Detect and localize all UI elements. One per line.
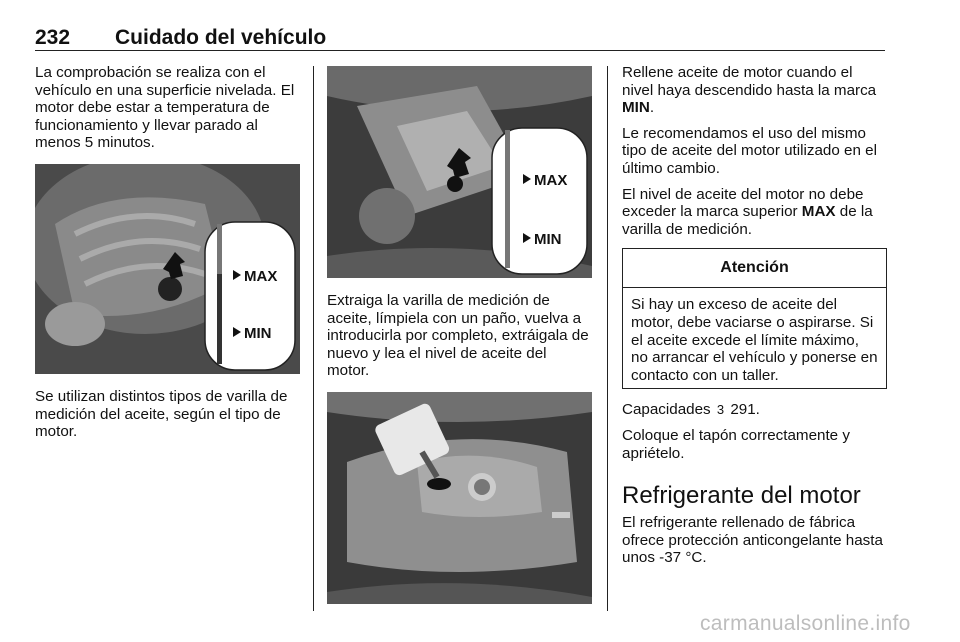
engine-dipstick-image bbox=[327, 66, 592, 278]
column-1 bbox=[35, 64, 300, 449]
min-label: MIN bbox=[534, 231, 562, 248]
column-2 bbox=[327, 64, 592, 604]
min-label: MIN bbox=[244, 324, 272, 342]
paragraph: Extraiga la varilla de medición de aceite, límpiela con un paño, vuelva a introducirla por completo, extráigala de nuevo y lea el nivel de aceite del motor. bbox=[327, 292, 589, 380]
warning-title: Atención bbox=[623, 249, 886, 288]
paragraph: La comprobación se realiza con el vehículo en una superficie nivelada. El motor debe estar a temperatura de funcionamiento y llevar parado al menos 5 minutos. bbox=[35, 64, 295, 152]
page-header bbox=[35, 20, 885, 51]
page-reference-icon: 3 bbox=[716, 402, 725, 418]
column-divider bbox=[313, 66, 314, 611]
page-number: 232 bbox=[35, 26, 71, 49]
max-label: MAX bbox=[534, 172, 568, 189]
paragraph: Coloque el tapón correctamente y apriételo. bbox=[622, 426, 850, 462]
paragraph: El refrigerante rellenado de fábrica ofrece protección anticongelante hasta unos -37 °C. bbox=[622, 514, 883, 567]
section-title: Cuidado del vehículo bbox=[115, 26, 327, 49]
engine-oil-fill-image bbox=[327, 392, 592, 604]
column-3 bbox=[622, 64, 887, 575]
paragraph: El nivel de aceite del motor no debe exceder la marca superior MAX de la varilla de medición. bbox=[622, 185, 873, 238]
capacities-reference[interactable]: Capacidades 3 291. bbox=[622, 401, 760, 419]
paragraph: Le recomendamos el uso del mismo tipo de aceite del motor utilizado en el último cambio. bbox=[622, 124, 877, 177]
paragraph: Se utilizan distintos tipos de varilla de medición del aceite, según el tipo de motor. bbox=[35, 387, 288, 441]
warning-box bbox=[622, 248, 887, 389]
column-divider bbox=[607, 66, 608, 611]
paragraph: Rellene aceite de motor cuando el nivel haya descendido hasta la marca MIN. bbox=[622, 64, 877, 117]
engine-dipstick-image bbox=[35, 164, 300, 374]
max-mark: MAX bbox=[801, 203, 836, 221]
max-label: MAX bbox=[244, 267, 278, 285]
warning-text: Si hay un exceso de aceite del motor, debe vaciarse o aspirarse. Si el aceite excede el límite máximo, no arrancar el vehículo y ponerse en contacto con un taller. bbox=[631, 296, 878, 384]
section-heading: Refrigerante del motor bbox=[622, 482, 861, 510]
watermark: carmanualsonline.info bbox=[700, 612, 911, 635]
min-mark: MIN bbox=[622, 99, 650, 117]
